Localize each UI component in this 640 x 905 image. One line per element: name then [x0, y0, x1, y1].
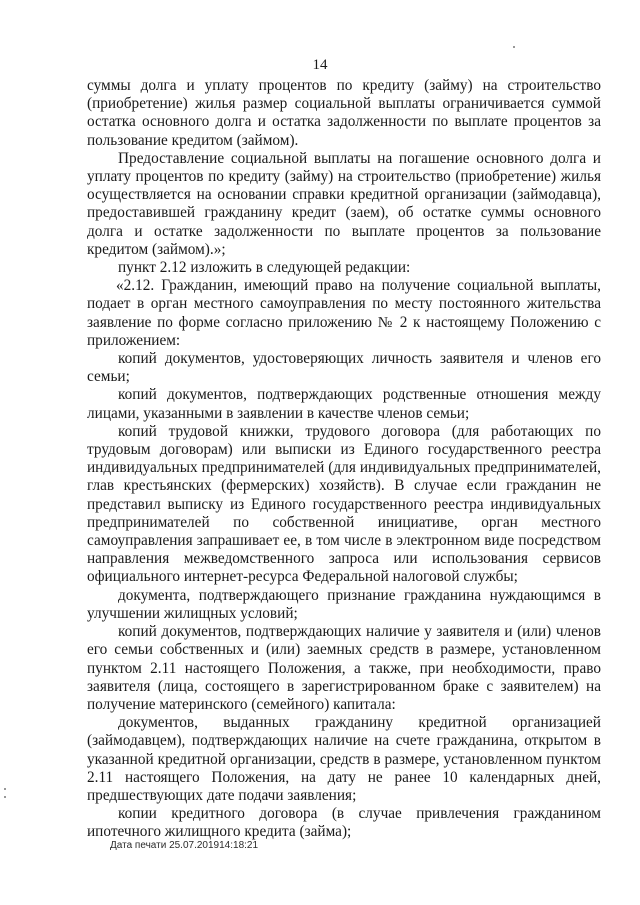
list-item-credit-agreement: копии кредитного договора (в случае привлечения гражданином ипотечного жилищного кредита (займа);	[87, 805, 601, 841]
list-item-identity-documents: копий документов, удостоверяющих личность заявителя и членов его семьи;	[87, 350, 601, 386]
paragraph-amendment-intro: пункт 2.12 изложить в следующей редакции:	[118, 259, 411, 277]
scan-artifact-dot	[4, 796, 6, 798]
list-item-funds-proof: копий документов, подтверждающих наличие у заявителя и (или) членов его семьи собственных и (или) заемных средств в размере, установленном пунктом 2.11 настоящего Положения, а также, при необходимости, право заявителя (лица, состоящего в зарегистрированном браке с заявителем) на получение материнского (семейного) капитала:	[87, 623, 601, 713]
document-body	[87, 77, 601, 842]
list-item-bank-documents: документов, выданных гражданину кредитной организацией (займодавцем), подтверждающих наличие на счете гражданина, открытом в указанной кредитной организации, средств в размере, установленном пунктом 2.11 настоящего Положения, на дату не ранее 10 календарных дней, предшествующих дате подачи заявления;	[87, 714, 601, 804]
paragraph-continuation: суммы долга и уплату процентов по кредиту (займу) на строительство (приобретение) жилья размер социальной выплаты ограничивается суммой остатка основного долга и остатка задолженности по выплате процентов за пользование кредитом (займом).	[87, 77, 601, 149]
page-number: 14	[312, 57, 328, 73]
list-item-housing-need: документа, подтверждающего признание гражданина нуждающимся в улучшении жилищных условий;	[87, 586, 601, 622]
list-item-employment-records: копий трудовой книжки, трудового договора (для работающих по трудовым договорам) или выписки из Единого государственного реестра индивидуальных предпринимателей (для индивидуальных предпринимателей, глав крестьянских (фермерских) хозяйств). В случае если гражданин не представил выписку из Единого государственного реестра индивидуальных предпринимателей по собственной инициативе, орган местного самоуправления запрашивает ее, в том числе в электронном виде посредством направления межведомственного запроса или использования сервисов официального интернет-ресурса Федеральной налоговой службы;	[87, 422, 601, 586]
list-item-family-relations: копий документов, подтверждающих родственные отношения между лицами, указанными в заявлении в качестве членов семьи;	[87, 386, 601, 422]
scan-artifact-dot	[513, 46, 515, 48]
scan-artifact-dot	[4, 788, 6, 790]
paragraph-social-payment: Предоставление социальной выплаты на погашение основного долга и уплату процентов по кредиту (займу) на строительство (приобретение) жилья осуществляется на основании справки кредитной организации (займодавца), предоставившей гражданину кредит (заем), об остатке суммы основного долга и остатке задолженности по выплате процентов за пользование кредитом (займом).»;	[87, 149, 601, 258]
paragraph-clause-2-12: «2.12. Гражданин, имеющий право на получение социальной выплаты, подает в орган местного самоуправления по месту постоянного жительства заявление по форме согласно приложению № 2 к настоящему Положению с приложением:	[87, 277, 601, 349]
print-date: Дата печати 25.07.201914:18:21	[110, 840, 259, 851]
